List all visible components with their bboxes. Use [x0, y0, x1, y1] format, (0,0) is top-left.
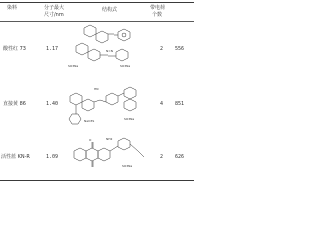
- header-size-line2: 尺寸/nm: [44, 12, 64, 18]
- row1-struct-label-b: SO3Na: [68, 64, 79, 68]
- row2-struct-label-c: NaO3S: [84, 119, 95, 123]
- row2-structure-image: [64, 78, 148, 126]
- row2-dye-name: 直接黄 86: [3, 101, 26, 107]
- table-bottom-rule: [0, 180, 194, 181]
- row2-size: 1.40: [46, 101, 59, 107]
- row3-dye-name: 活性蓝 KN-R: [1, 154, 30, 160]
- row2-mw: 851: [175, 101, 185, 107]
- row1-size: 1.17: [46, 46, 59, 52]
- header-structure: 结构式: [102, 7, 118, 13]
- row3-charge: 2: [160, 154, 164, 160]
- row1-mw: 556: [175, 46, 185, 52]
- header-charge-line2: 个数: [152, 12, 163, 18]
- row1-charge: 2: [160, 46, 164, 52]
- header-dye: 染料: [7, 5, 18, 11]
- row3-struct-label-b: SO3Na: [122, 164, 133, 168]
- row3-mw: 626: [175, 154, 185, 160]
- row1-structure-image: [66, 22, 146, 72]
- row2-struct-label-a: HN: [94, 87, 99, 91]
- row2-charge: 4: [160, 101, 164, 107]
- row3-size: 1.09: [46, 154, 59, 160]
- dye-table: [0, 0, 194, 182]
- header-size-line1: 分子最大: [44, 5, 65, 11]
- row1-struct-label-a: N=N: [106, 49, 114, 53]
- row2-struct-label-b: SO3Na: [124, 117, 135, 121]
- row1-dye-name: 酸性红 73: [3, 46, 26, 52]
- row3-structure-image: [66, 131, 150, 179]
- header-charge-line1: 带电荷: [150, 5, 166, 11]
- row3-struct-label-c: O: [89, 138, 92, 142]
- row3-struct-label-a: NH2: [106, 137, 113, 141]
- table-top-rule: [0, 2, 194, 3]
- row1-struct-label-c: SO3Na: [120, 64, 131, 68]
